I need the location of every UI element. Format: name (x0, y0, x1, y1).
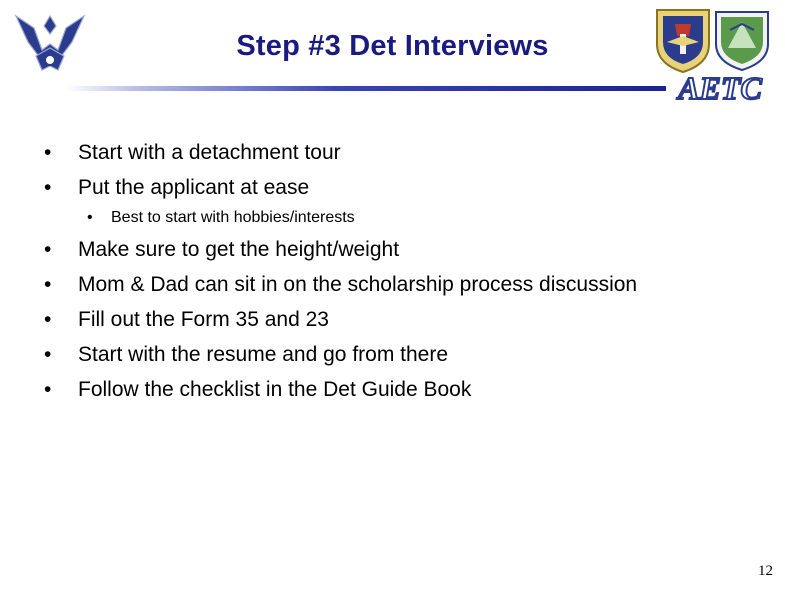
aetc-logo (664, 68, 776, 106)
bullet-text: Follow the checklist in the Det Guide Book (78, 378, 472, 401)
aetc-shield-icon (653, 6, 713, 74)
air-university-shield-icon (712, 8, 772, 72)
slide-title: Step #3 Det Interviews (236, 30, 549, 62)
title-divider (66, 86, 666, 91)
page-number: 12 (758, 563, 773, 579)
bullet-text: Start with a detachment tour (78, 141, 341, 164)
bullet-item (44, 176, 309, 200)
bullet-marker: • (44, 378, 52, 401)
sub-bullet-item (87, 209, 355, 227)
bullet-marker: • (44, 238, 52, 261)
bullet-text: Put the applicant at ease (78, 176, 310, 199)
sub-bullet-marker: • (87, 209, 93, 226)
bullet-item (44, 273, 637, 297)
bullet-text: Make sure to get the height/weight (78, 238, 400, 261)
bullet-marker: • (44, 176, 52, 199)
bullet-item (44, 378, 471, 402)
bullet-text: Mom & Dad can sit in on the scholarship process discussion (78, 273, 638, 296)
bullet-text: Start with the resume and go from there (78, 343, 449, 366)
bullet-marker: • (44, 308, 52, 331)
bullet-item (44, 343, 448, 367)
bullet-item (44, 238, 399, 262)
bullet-marker: • (44, 273, 52, 296)
bullet-item (44, 141, 341, 165)
bullet-marker: • (44, 343, 52, 366)
sub-bullet-text: Best to start with hobbies/interests (111, 209, 355, 226)
aetc-logo-text: AETC (678, 70, 762, 106)
bullet-text: Fill out the Form 35 and 23 (78, 308, 329, 331)
bullet-item (44, 308, 329, 332)
bullet-marker: • (44, 141, 52, 164)
